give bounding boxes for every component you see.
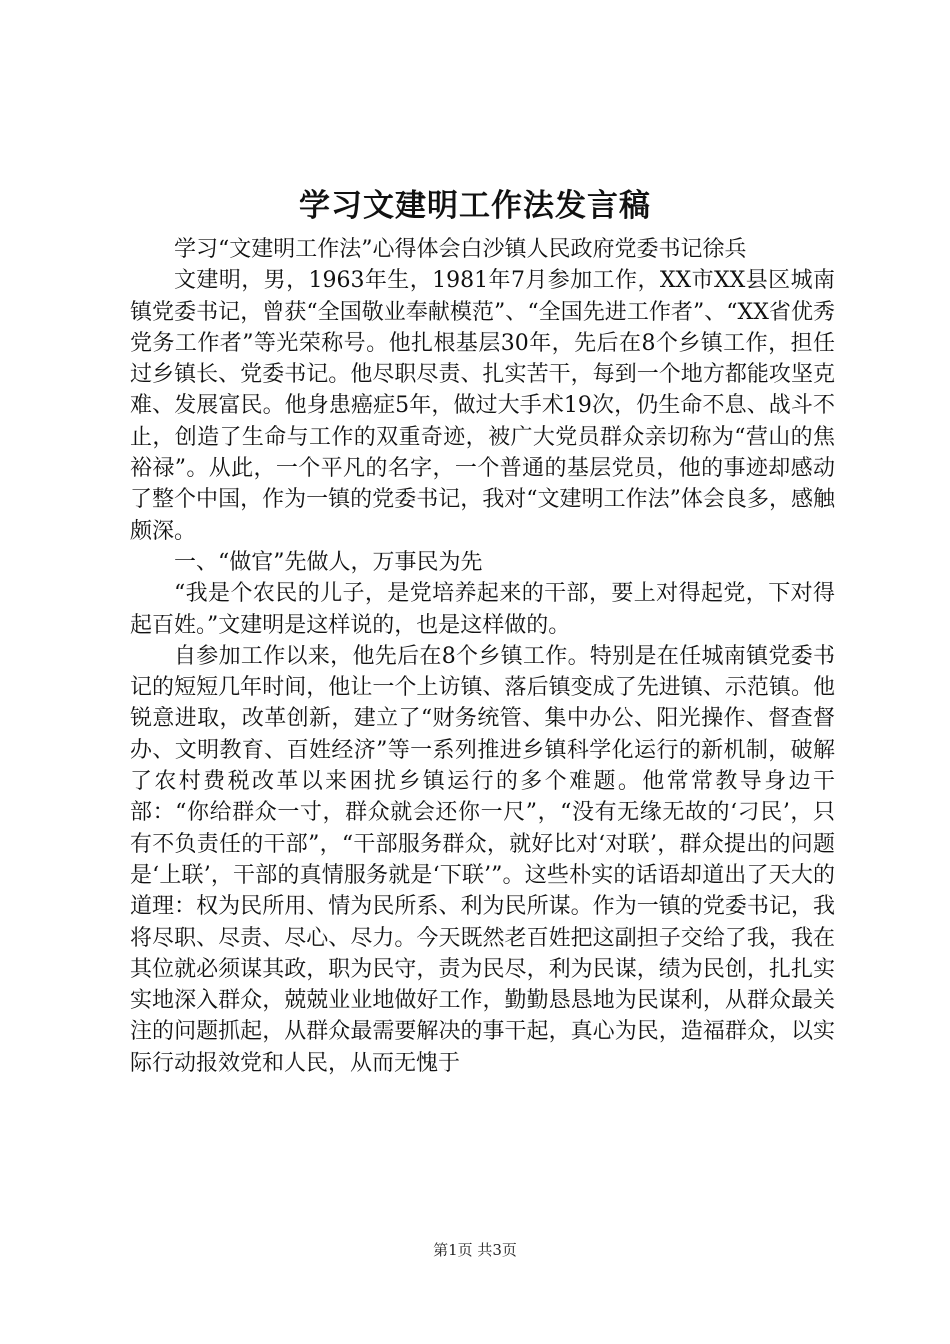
paragraph-biography: 文建明，男，1963年生，1981年7月参加工作，XX市XX县区城南镇党委书记，曾获“全国敬业奉献模范”、“全国先进工作者”、“XX省优秀党务工作者”等光荣称号。他扎根基层30年，先后在8个乡镇工作，担任过乡镇长、党委书记。他尽职尽责、扎实苦干，每到一个地方都能攻坚克难、发展富民。他身患癌症5年，做过大手术19次，仍生命不息、战斗不止，创造了生命与工作的双重奇迹，被广大党员群众亲切称为“营山的焦裕禄”。从此，一个平凡的名字，一个普通的基层党员，他的事迹却感动了整个中国，作为一镇的党委书记，我对“文建明工作法”体会良多，感触颇深。 (130, 268, 835, 544)
document-title: 学习文建明工作法发言稿 (299, 188, 651, 224)
paragraph-work-history: 自参加工作以来，他先后在8个乡镇工作。特别是在任城南镇党委书记的短短几年时间，他让一个上访镇、落后镇变成了先进镇、示范镇。他锐意进取，改革创新，建立了“财务统管、集中办公、阳光操作、督查督办、文明教育、百姓经济”等一系列推进乡镇科学化运行的新机制，破解了农村费税改革以来困扰乡镇运行的多个难题。他常常教导身边干部：“你给群众一寸，群众就会还你一尺”，“没有无缘无故的‘刁民’，只有不负责任的干部”，“干部服务群众，就好比对‘对联’，群众提出的问题是‘上联’，干部的真情服务就是‘下联’”。这些朴实的话语却道出了天大的道理：权为民所用、情为民所系、利为民所谋。作为一镇的党委书记，我将尽职、尽责、尽心、尽力。今天既然老百姓把这副担子交给了我，我在其位就必须谋其政，职为民守，责为民尽，利为民谋，绩为民创，扎扎实实地深入群众，兢兢业业地做好工作，勤勤恳恳地为民谋利，从群众最关注的问题抓起，从群众最需要解决的事干起，真心为民，造福群众，以实际行动报效党和人民，从而无愧于 (130, 643, 835, 1076)
section-heading-1: 一、“做官”先做人，万事民为先 (174, 549, 483, 575)
paragraph-quote: “我是个农民的儿子，是党培养起来的干部，要上对得起党，下对得起百姓。”文建明是这样说的，也是这样做的。 (130, 581, 835, 638)
document-body (130, 234, 835, 1079)
page-footer: 第1页 共3页 (433, 1241, 517, 1259)
paragraph-subtitle: 学习“文建明工作法”心得体会白沙镇人民政府党委书记徐兵 (174, 237, 747, 262)
